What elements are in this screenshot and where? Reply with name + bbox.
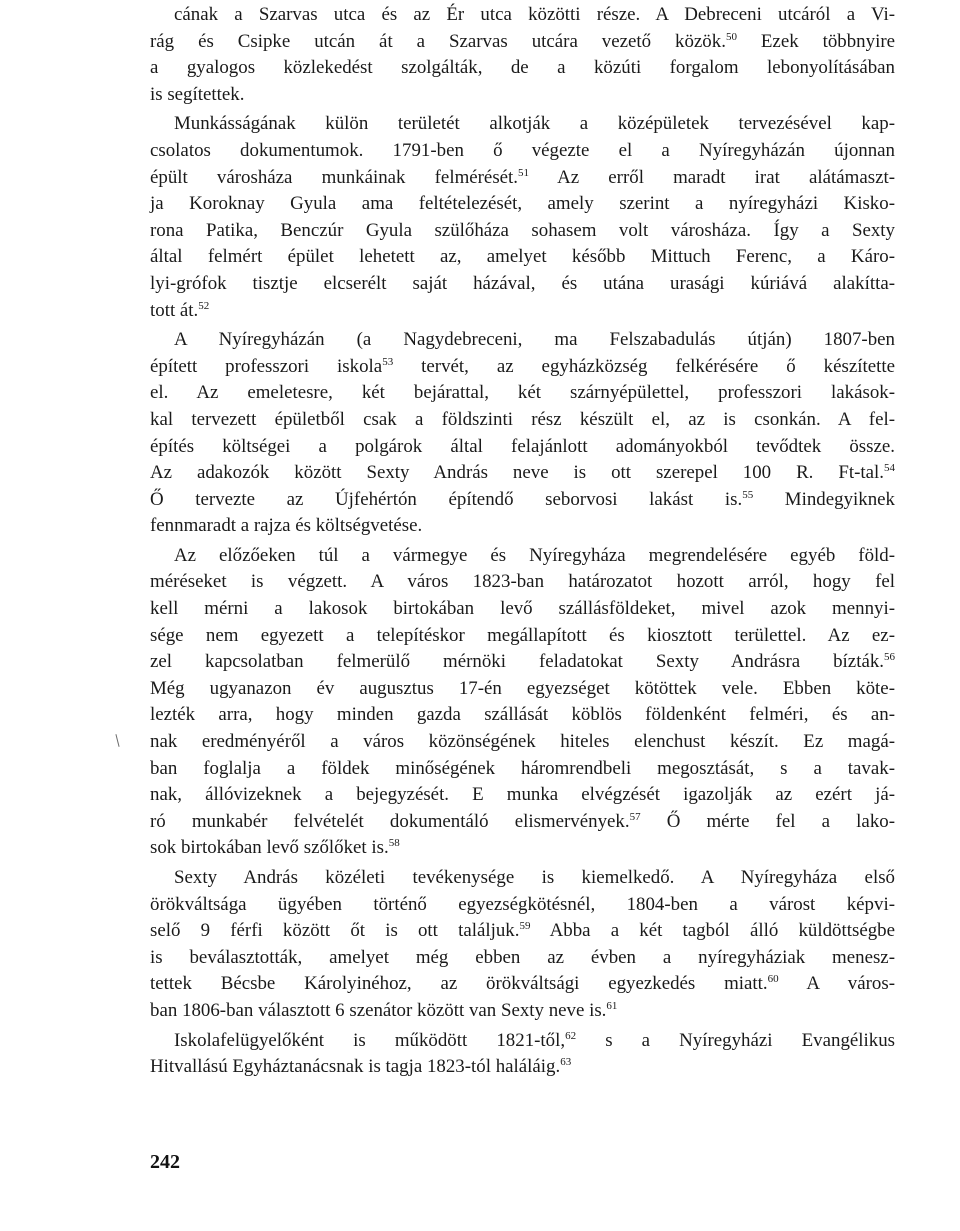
line-text: tettek Bécsbe Károlyinéhoz, az örökváltsági egyezkedés miatt. xyxy=(150,973,768,995)
line-text: örökváltsága ügyében történő egyezségkötésnél, 1804-ben a várost képvi- xyxy=(150,893,895,915)
line-text: rona Patika, Benczúr Gyula szülőháza sohasem volt városháza. Így a Sexty xyxy=(150,219,895,241)
footnote-reference: 58 xyxy=(388,837,400,850)
footnote-reference: 53 xyxy=(382,355,394,368)
text-line xyxy=(150,918,895,945)
line-text: Ő tervezte az Újfehértón építendő seborvosi lakást is. xyxy=(150,488,743,510)
line-text: sége nem egyezett a telepítéskor megállapított és kiosztott területtel. Az ez- xyxy=(150,624,895,646)
line-text-continued: Ő mérte fel a lako- xyxy=(640,810,895,832)
paragraph xyxy=(150,865,895,1025)
line-text: nak, állóvizeknek a bejegyzését. E munka elvégzését igazolják az ezért já- xyxy=(150,784,895,806)
line-text: csolatos dokumentumok. 1791-ben ő végezte el a Nyíregyházán újonnan xyxy=(150,139,895,161)
text-line xyxy=(150,138,895,165)
line-text-continued: Az erről maradt irat alátámaszt- xyxy=(529,166,895,188)
text-line xyxy=(150,111,895,138)
line-text: lyi-grófok tisztje elcserélt saját házával, és utána urasági kúriává alakítta- xyxy=(150,272,895,294)
text-line xyxy=(150,407,895,434)
footnote-reference: 51 xyxy=(518,166,530,179)
text-line xyxy=(150,971,895,998)
line-text-continued: tervét, az egyházközség felkérésére ő készítette xyxy=(393,355,895,377)
line-text: Munkásságának külön területét alkotják a középületek tervezésével kap- xyxy=(174,113,895,135)
line-text: méréseket is végzett. A város 1823-ban határozatot hozott arról, hogy fel xyxy=(150,571,895,593)
text-line xyxy=(150,513,895,540)
line-text: zel kapcsolatban felmerülő mérnöki feladatokat Sexty Andrásra bízták. xyxy=(150,651,884,673)
paragraph xyxy=(150,1028,895,1081)
line-text: Sexty András közéleti tevékenysége is kiemelkedő. A Nyíregyháza első xyxy=(174,867,895,888)
text-line xyxy=(150,945,895,972)
paragraph xyxy=(150,2,895,108)
line-text: nak eredményéről a város közönségének hiteles elenchust készít. Ez magá- xyxy=(150,731,895,753)
line-text: ja Koroknay Gyula ama feltételezését, amely szerint a nyíregyházi Kisko- xyxy=(150,193,895,215)
text-line xyxy=(150,191,895,218)
margin-mark xyxy=(115,734,119,747)
text-line xyxy=(150,835,895,862)
line-text: kell mérni a lakosok birtokában levő szállásföldeket, mivel azok mennyi- xyxy=(150,598,895,620)
text-line xyxy=(150,569,895,596)
line-text: Az adakozók között Sexty András neve is ott szerepel 100 R. Ft-tal. xyxy=(150,462,884,484)
text-line xyxy=(150,82,895,109)
line-text-continued: Abba a két tagból álló küldöttségbe xyxy=(530,920,895,942)
text-line xyxy=(150,298,895,325)
line-text: selő 9 férfi között őt is ott találjuk. xyxy=(150,920,520,942)
line-text: fennmaradt a rajza és költségvetése. xyxy=(150,515,423,537)
text-line xyxy=(150,596,895,623)
line-text: is beválasztották, amelyet még ebben az évben a nyíregyháziak menesz- xyxy=(150,946,895,968)
line-text: sok birtokában levő szőlőket is. xyxy=(150,837,389,859)
line-text-continued: Ezek többnyire xyxy=(736,30,896,52)
text-line xyxy=(150,865,895,892)
footnote-reference: 57 xyxy=(629,810,641,823)
text-line xyxy=(150,218,895,245)
footnote-reference: 52 xyxy=(198,299,210,312)
line-text: is segítettek. xyxy=(150,83,245,105)
text-line xyxy=(150,460,895,487)
text-line xyxy=(150,354,895,381)
text-line xyxy=(150,782,895,809)
text-line xyxy=(150,676,895,703)
line-text-continued: Mindegyiknek xyxy=(753,488,895,510)
text-line xyxy=(150,165,895,192)
text-line xyxy=(150,543,895,570)
paragraph xyxy=(150,327,895,540)
footnote-reference: 55 xyxy=(742,488,754,501)
line-text: ban 1806-ban választott 6 szenátor között van Sexty neve is. xyxy=(150,999,607,1021)
line-text: épült városháza munkáinak felmérését. xyxy=(150,166,519,188)
text-line xyxy=(150,729,895,756)
line-text-continued: A város- xyxy=(778,973,895,995)
line-text: rág és Csipke utcán át a Szarvas utcára vezető közök. xyxy=(150,30,726,52)
line-text: a gyalogos közlekedést szolgálták, de a közúti forgalom lebonyolításában xyxy=(150,57,895,79)
footnote-reference: 62 xyxy=(565,1029,577,1042)
text-line xyxy=(150,55,895,82)
footnote-reference: 50 xyxy=(725,30,737,43)
footnote-reference: 61 xyxy=(606,999,618,1012)
paragraph xyxy=(150,543,895,862)
text-line xyxy=(150,809,895,836)
line-text: ban foglalja a földek minőségének háromrendbeli megosztását, s a tavak- xyxy=(150,757,895,779)
text-line xyxy=(150,244,895,271)
line-text: cának a Szarvas utca és az Ér utca közötti része. A Debreceni utcáról a Vi- xyxy=(174,4,895,25)
line-text: építés költségei a polgárok által felajánlott adományokból tevődtek össze. xyxy=(150,435,895,457)
text-line xyxy=(150,892,895,919)
text-line xyxy=(150,756,895,783)
line-text: Iskolafelügyelőként is működött 1821-től, xyxy=(174,1029,566,1051)
text-line xyxy=(150,623,895,650)
text-line xyxy=(150,649,895,676)
text-line xyxy=(150,1054,895,1081)
line-text: kal tervezett épületből csak a földszinti rész készült el, az is csonkán. A fel- xyxy=(150,408,895,430)
line-text: ró munkabér felvételét dokumentáló elismervények. xyxy=(150,810,630,832)
line-text: A Nyíregyházán (a Nagydebreceni, ma Felszabadulás útján) 1807-ben xyxy=(174,329,895,351)
footnote-reference: 59 xyxy=(519,920,531,933)
line-text-continued: s a Nyíregyházi Evangélikus xyxy=(576,1029,896,1051)
text-line xyxy=(150,271,895,298)
text-line xyxy=(150,2,895,29)
page-number: 242 xyxy=(150,1151,180,1173)
text-line xyxy=(150,434,895,461)
text-line xyxy=(150,327,895,354)
footnote-reference: 54 xyxy=(884,462,895,475)
paragraph xyxy=(150,111,895,324)
line-text: tott át. xyxy=(150,299,199,321)
text-line xyxy=(150,29,895,56)
line-text: Hitvallású Egyháztanácsnak is tagja 1823-tól haláláig. xyxy=(150,1056,561,1078)
line-text: el. Az emeletesre, két bejárattal, két szárnyépülettel, professzori lakások- xyxy=(150,382,895,404)
line-text: lezték arra, hogy minden gazda szállását köblös földenként felméri, és an- xyxy=(150,704,895,726)
line-text: épített professzori iskola xyxy=(150,355,383,377)
footnote-reference: 60 xyxy=(767,973,779,986)
line-text: Még ugyanazon év augusztus 17-én egyezséget kötöttek vele. Ebben köte- xyxy=(150,677,895,699)
text-line xyxy=(150,1028,895,1055)
line-text: Az előzőeken túl a vármegye és Nyíregyháza megrendelésére egyéb föld- xyxy=(174,544,895,566)
line-text: által felmért épület lehetett az, amelyet később Mittuch Ferenc, a Káro- xyxy=(150,246,895,268)
text-line xyxy=(150,380,895,407)
text-line xyxy=(150,998,895,1025)
footnote-reference: 56 xyxy=(884,651,895,664)
text-line xyxy=(150,487,895,514)
text-line xyxy=(150,702,895,729)
page-body xyxy=(150,2,895,1084)
footnote-reference: 63 xyxy=(560,1056,572,1069)
